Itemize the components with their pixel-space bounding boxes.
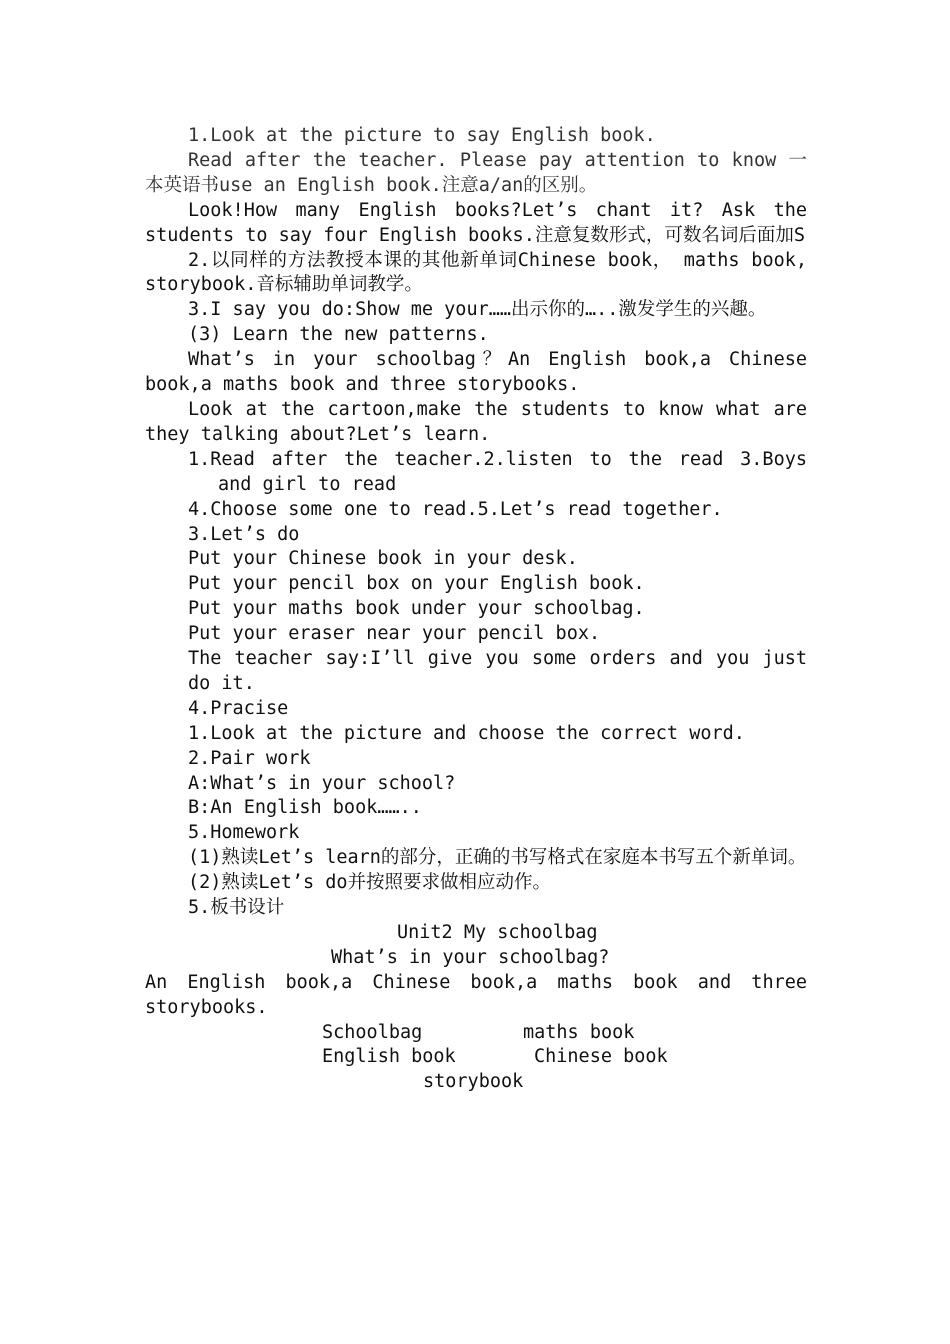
practise-heading: 4.Pracise — [188, 697, 289, 719]
board-word-english-book: English book — [322, 1046, 456, 1068]
board-design-heading: 5.板书设计 — [188, 897, 285, 919]
order-4: Put your eraser near your pencil box. — [188, 623, 601, 645]
homework-2: (2)熟读Let’s do并按照要求做相应动作。 — [188, 872, 552, 894]
practise-1: 1.Look at the picture and choose the correct word. — [188, 722, 745, 744]
reading-steps-cont: 4.Choose some one to read.5.Let’s read together. — [188, 498, 723, 520]
chant-instruction: Look!How many English books?Let’s chant it? Ask the students to say four English books.注意复数形式，可数名词后面加S — [145, 199, 807, 246]
i-say-you-do: 3.I say you do:Show me your……出示你的…..激发学生的兴趣。 — [188, 299, 767, 321]
board-word-storybook: storybook — [423, 1071, 524, 1093]
board-word-schoolbag: Schoolbag — [322, 1021, 423, 1043]
order-3: Put your maths book under your schoolbag. — [188, 598, 645, 620]
cartoon-instruction: Look at the cartoon,make the students to know what are they talking about?Let’s learn. — [145, 398, 807, 445]
lets-do-heading: 3.Let’s do — [188, 523, 300, 545]
board-title-row — [145, 921, 807, 946]
pattern-dialogue: What’s in your schoolbag？An English book,a Chinese book,a maths book and three storybooks. — [145, 349, 807, 396]
teacher-orders: The teacher say:I’ll give you some orders and you just do it. — [188, 648, 807, 694]
read-after-teacher: Read after the teacher. Please pay attention to know 一本英语书use an English book.注意a/an的区别。 — [145, 149, 807, 196]
board-word-chinese-book: Chinese book — [534, 1046, 668, 1068]
board-title: Unit2 My schoolbag — [397, 922, 598, 943]
step-look-picture: 1.Look at the picture to say English book. — [188, 125, 656, 146]
dialogue-b: B:An English book…….. — [188, 797, 422, 819]
order-1: Put your Chinese book in your desk. — [188, 548, 578, 570]
board-words-row-3 — [145, 1070, 807, 1095]
board-question: What’s in your schoolbag? — [331, 946, 610, 968]
board-words-row-2 — [145, 1045, 807, 1070]
learn-patterns-heading: (3) Learn the new patterns. — [188, 324, 489, 346]
board-word-maths-book: maths book — [523, 1021, 635, 1043]
dialogue-a: A:What’s in your school? — [188, 772, 456, 794]
board-answer: An English book,a Chinese book,a maths book and three storybooks. — [145, 971, 807, 1018]
board-words-row-1 — [145, 1021, 807, 1046]
homework-heading: 5.Homework — [188, 822, 300, 844]
homework-1: (1)熟读Let’s learn的部分，正确的书写格式在家庭本书写五个新单词。 — [188, 847, 807, 869]
document-page — [145, 124, 807, 1095]
order-2: Put your pencil box on your English book. — [188, 573, 645, 595]
board-question-row — [145, 946, 807, 971]
teach-new-words: 2.以同样的方法教授本课的其他新单词Chinese book， maths book, storybook.音标辅助单词教学。 — [145, 249, 807, 296]
practise-2: 2.Pair work — [188, 747, 311, 769]
reading-steps: 1.Read after the teacher.2.listen to the read 3.Boys and girl to read — [188, 448, 807, 495]
